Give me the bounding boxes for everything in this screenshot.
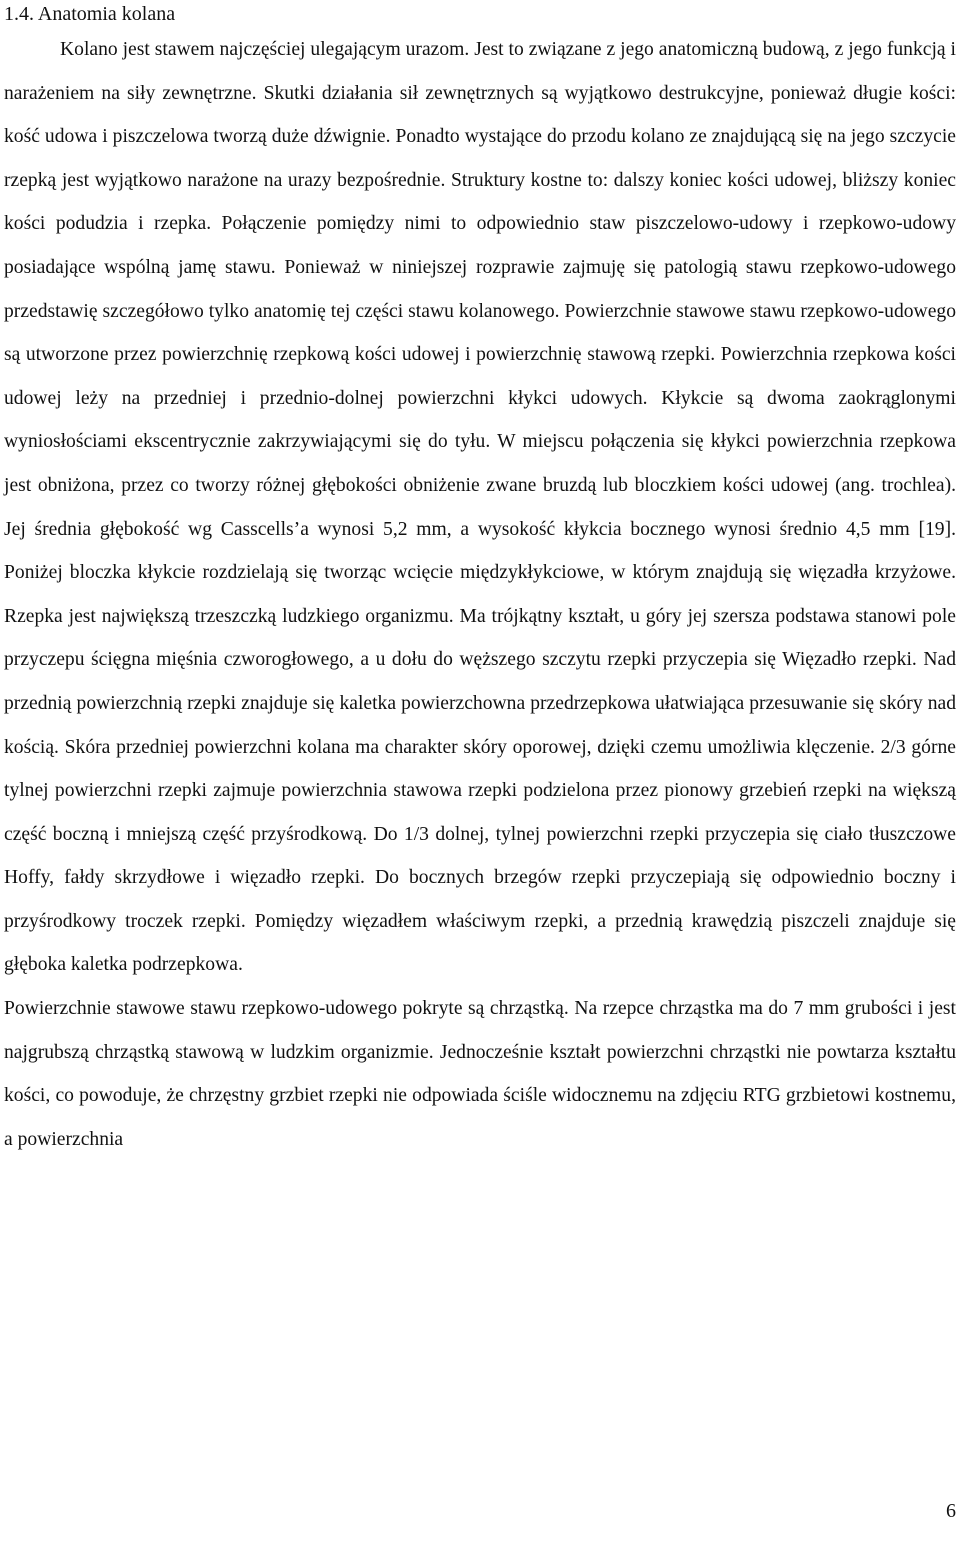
page-number: 6: [946, 1500, 956, 1522]
body-text: [4, 28, 956, 1161]
section-heading: 1.4. Anatomia kolana: [4, 3, 176, 25]
paragraph-1: Kolano jest stawem najczęściej ulegającym urazom. Jest to związane z jego anatomiczną budową, z jego funkcją i narażeniem na siły zewnętrzne. Skutki działania sił zewnętrznych są wyjątkowo destrukcyjne, ponieważ długie kości: kość udowa i piszczelowa tworzą duże dźwignie. Ponadto wystające do przodu kolano ze znajdującą się na jego szczycie rzepką jest wyjątkowo narażone na urazy bezpośrednie. Struktury kostne to: dalszy koniec kości udowej, bliższy koniec kości podudzia i rzepka. Połączenie pomiędzy nimi to odpowiednio staw piszczelowo-udowy i rzepkowo-udowy posiadające wspólną jamę stawu. Ponieważ w niniejszej rozprawie zajmuję się patologią stawu rzepkowo-udowego przedstawię szczegółowo tylko anatomię tej części stawu kolanowego. Powierzchnie stawowe stawu rzepkowo-udowego są utworzone przez powierzchnię rzepkową kości udowej i powierzchnię stawową rzepki. Powierzchnia rzepkowa kości udowej leży na przedniej i przednio-dolnej powierzchni kłykci udowych. Kłykcie są dwoma zaokrąglonymi wyniosłościami ekscentrycznie zakrzywiającymi się do tyłu. W miejscu połączenia się kłykci powierzchnia rzepkowa jest obniżona, przez co tworzy różnej głębokości obniżenie zwane bruzdą lub bloczkiem kości udowej (ang. trochlea). Jej średnia głębokość wg Casscells’a wynosi 5,2 mm, a wysokość kłykcia bocznego wynosi średnio 4,5 mm [19]. Poniżej bloczka kłykcie rozdzielają się tworząc wcięcie międzykłykciowe, w którym znajdują się więzadła krzyżowe. Rzepka jest największą trzeszczką ludzkiego organizmu. Ma trójkątny kształt, u góry jej szersza podstawa stanowi pole przyczepu ścięgna mięśnia czworogłowego, a u dołu do węższego szczytu rzepki przyczepia się Więzadło rzepki. Nad przednią powierzchnią rzepki znajduje się kaletka powierzchowna przedrzepkowa ułatwiająca przesuwanie się skóry nad kością. Skóra przedniej powierzchni kolana ma charakter skóry oporowej, dzięki czemu umożliwia klęczenie. 2/3 górne tylnej powierzchni rzepki zajmuje powierzchnia stawowa rzepki podzielona przez pionowy grzebień rzepki na większą część boczną i mniejszą część przyśrodkową. Do 1/3 dolnej, tylnej powierzchni rzepki przyczepia się ciało tłuszczowe Hoffy, fałdy skrzydłowe i więzadło rzepki. Do bocznych brzegów rzepki przyczepiają się odpowiednio boczny i przyśrodkowy troczek rzepki. Pomiędzy więzadłem właściwym rzepki, a przednią krawędzią piszczeli znajduje się głęboka kaletka podrzepkowa.: [4, 39, 956, 976]
paragraph-2: Powierzchnie stawowe stawu rzepkowo-udowego pokryte są chrząstką. Na rzepce chrząstka ma do 7 mm grubości i jest najgrubszą chrząstką stawową w ludzkim organizmie. Jednocześnie kształt powierzchni chrząstki nie powtarza kształtu kości, co powoduje, że chrzęstny grzbiet rzepki nie odpowiada ściśle widocznemu na zdjęciu RTG grzbietowi kostnemu, a powierzchnia: [4, 998, 956, 1150]
